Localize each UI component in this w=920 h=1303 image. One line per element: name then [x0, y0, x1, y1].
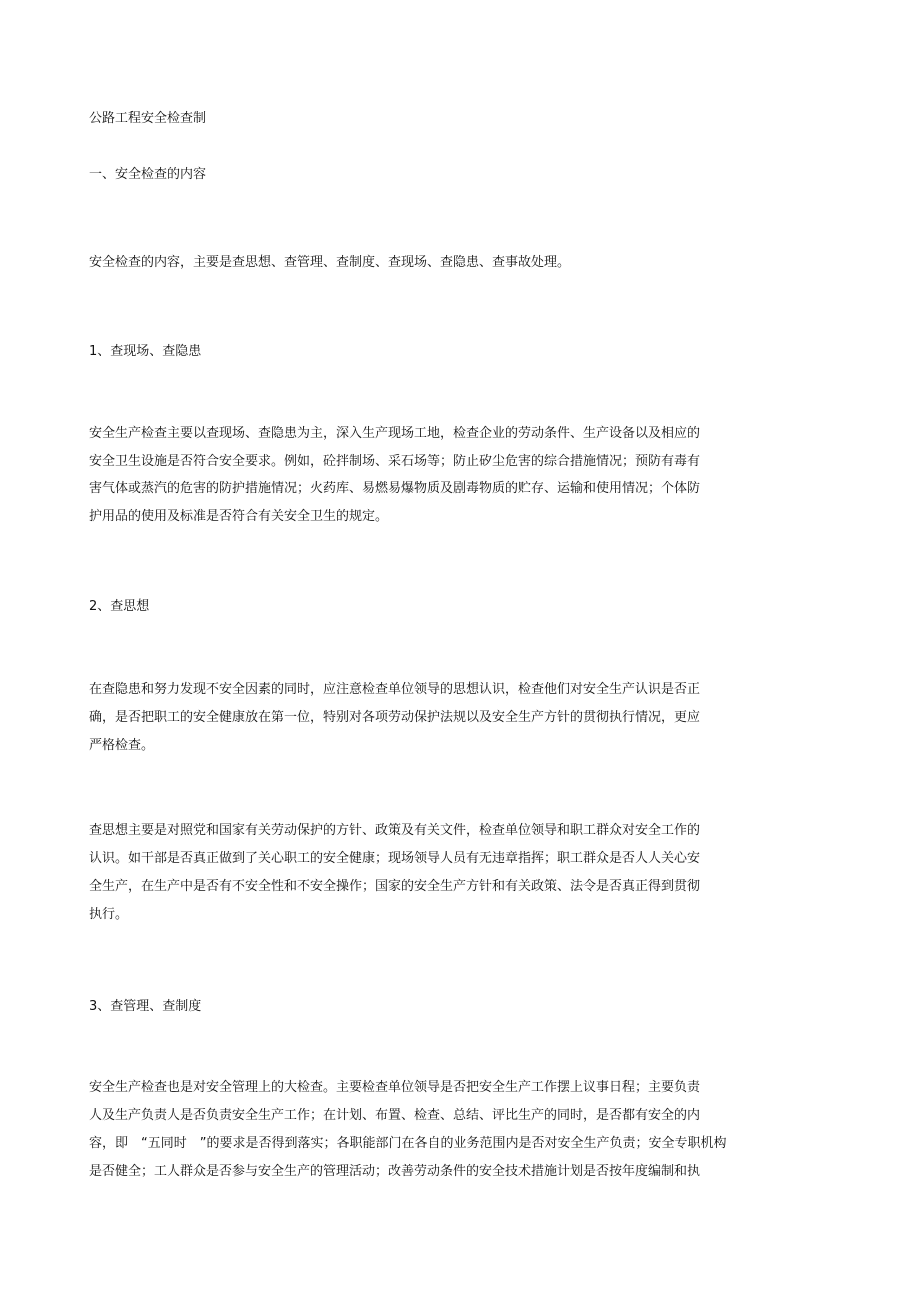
document-title: 公路工程安全检查制	[89, 111, 207, 126]
subheading-site-hazards: 1、查现场、查隐患	[89, 344, 202, 359]
paragraph-line: 安全生产检查也是对安全管理上的大检查。主要检查单位领导是否把安全生产工作摆上议事日程；主要负责	[89, 1080, 701, 1095]
paragraph-line: 容，即 “五同时 ”的要求是否得到落实；各职能部门在各自的业务范围内是否对安全生产负责；安全专职机构	[89, 1136, 727, 1151]
paragraph-line: 在查隐患和努力发现不安全因素的同时，应注意检查单位领导的思想认识，检查他们对安全生产认识是否正	[89, 682, 701, 697]
subheading-thinking: 2、查思想	[89, 599, 150, 614]
paragraph-line: 是否健全；工人群众是否参与安全生产的管理活动；改善劳动条件的安全技术措施计划是否按年度编制和执	[89, 1164, 701, 1179]
paragraph-line: 安全卫生设施是否符合安全要求。例如，砼拌制场、采石场等；防止矽尘危害的综合措施情况；预防有毒有	[89, 454, 701, 469]
paragraph-line: 查思想主要是对照党和国家有关劳动保护的方针、政策及有关文件，检查单位领导和职工群众对安全工作的	[89, 823, 701, 838]
paragraph-line: 害气体或蒸汽的危害的防护措施情况；火药库、易燃易爆物质及剧毒物质的贮存、运输和使用情况；个体防	[89, 481, 701, 496]
paragraph-line: 护用品的使用及标准是否符合有关安全卫生的规定。	[89, 509, 389, 524]
paragraph-line: 执行。	[89, 907, 129, 922]
section-heading-content: 一、安全检查的内容	[89, 167, 207, 182]
paragraph-line: 确，是否把职工的安全健康放在第一位，特别对各项劳动保护法规以及安全生产方针的贯彻执行情况，更应	[89, 710, 701, 725]
paragraph-line: 全生产，在生产中是否有不安全性和不安全操作；国家的安全生产方针和有关政策、法令是否真正得到贯彻	[89, 879, 701, 894]
intro-paragraph: 安全检查的内容，主要是查思想、查管理、查制度、查现场、查隐患、查事故处理。	[89, 255, 571, 270]
paragraph-line: 认识。如干部是否真正做到了关心职工的安全健康；现场领导人员有无违章指挥；职工群众是否人人关心安	[89, 851, 701, 866]
paragraph-line: 安全生产检查主要以查现场、查隐患为主，深入生产现场工地，检查企业的劳动条件、生产设备以及相应的	[89, 426, 701, 441]
paragraph-line: 人及生产负责人是否负责安全生产工作；在计划、布置、检查、总结、评比生产的同时，是否都有安全的内	[89, 1108, 701, 1123]
paragraph-line: 严格检查。	[89, 738, 155, 753]
subheading-management-system: 3、查管理、查制度	[89, 999, 202, 1014]
